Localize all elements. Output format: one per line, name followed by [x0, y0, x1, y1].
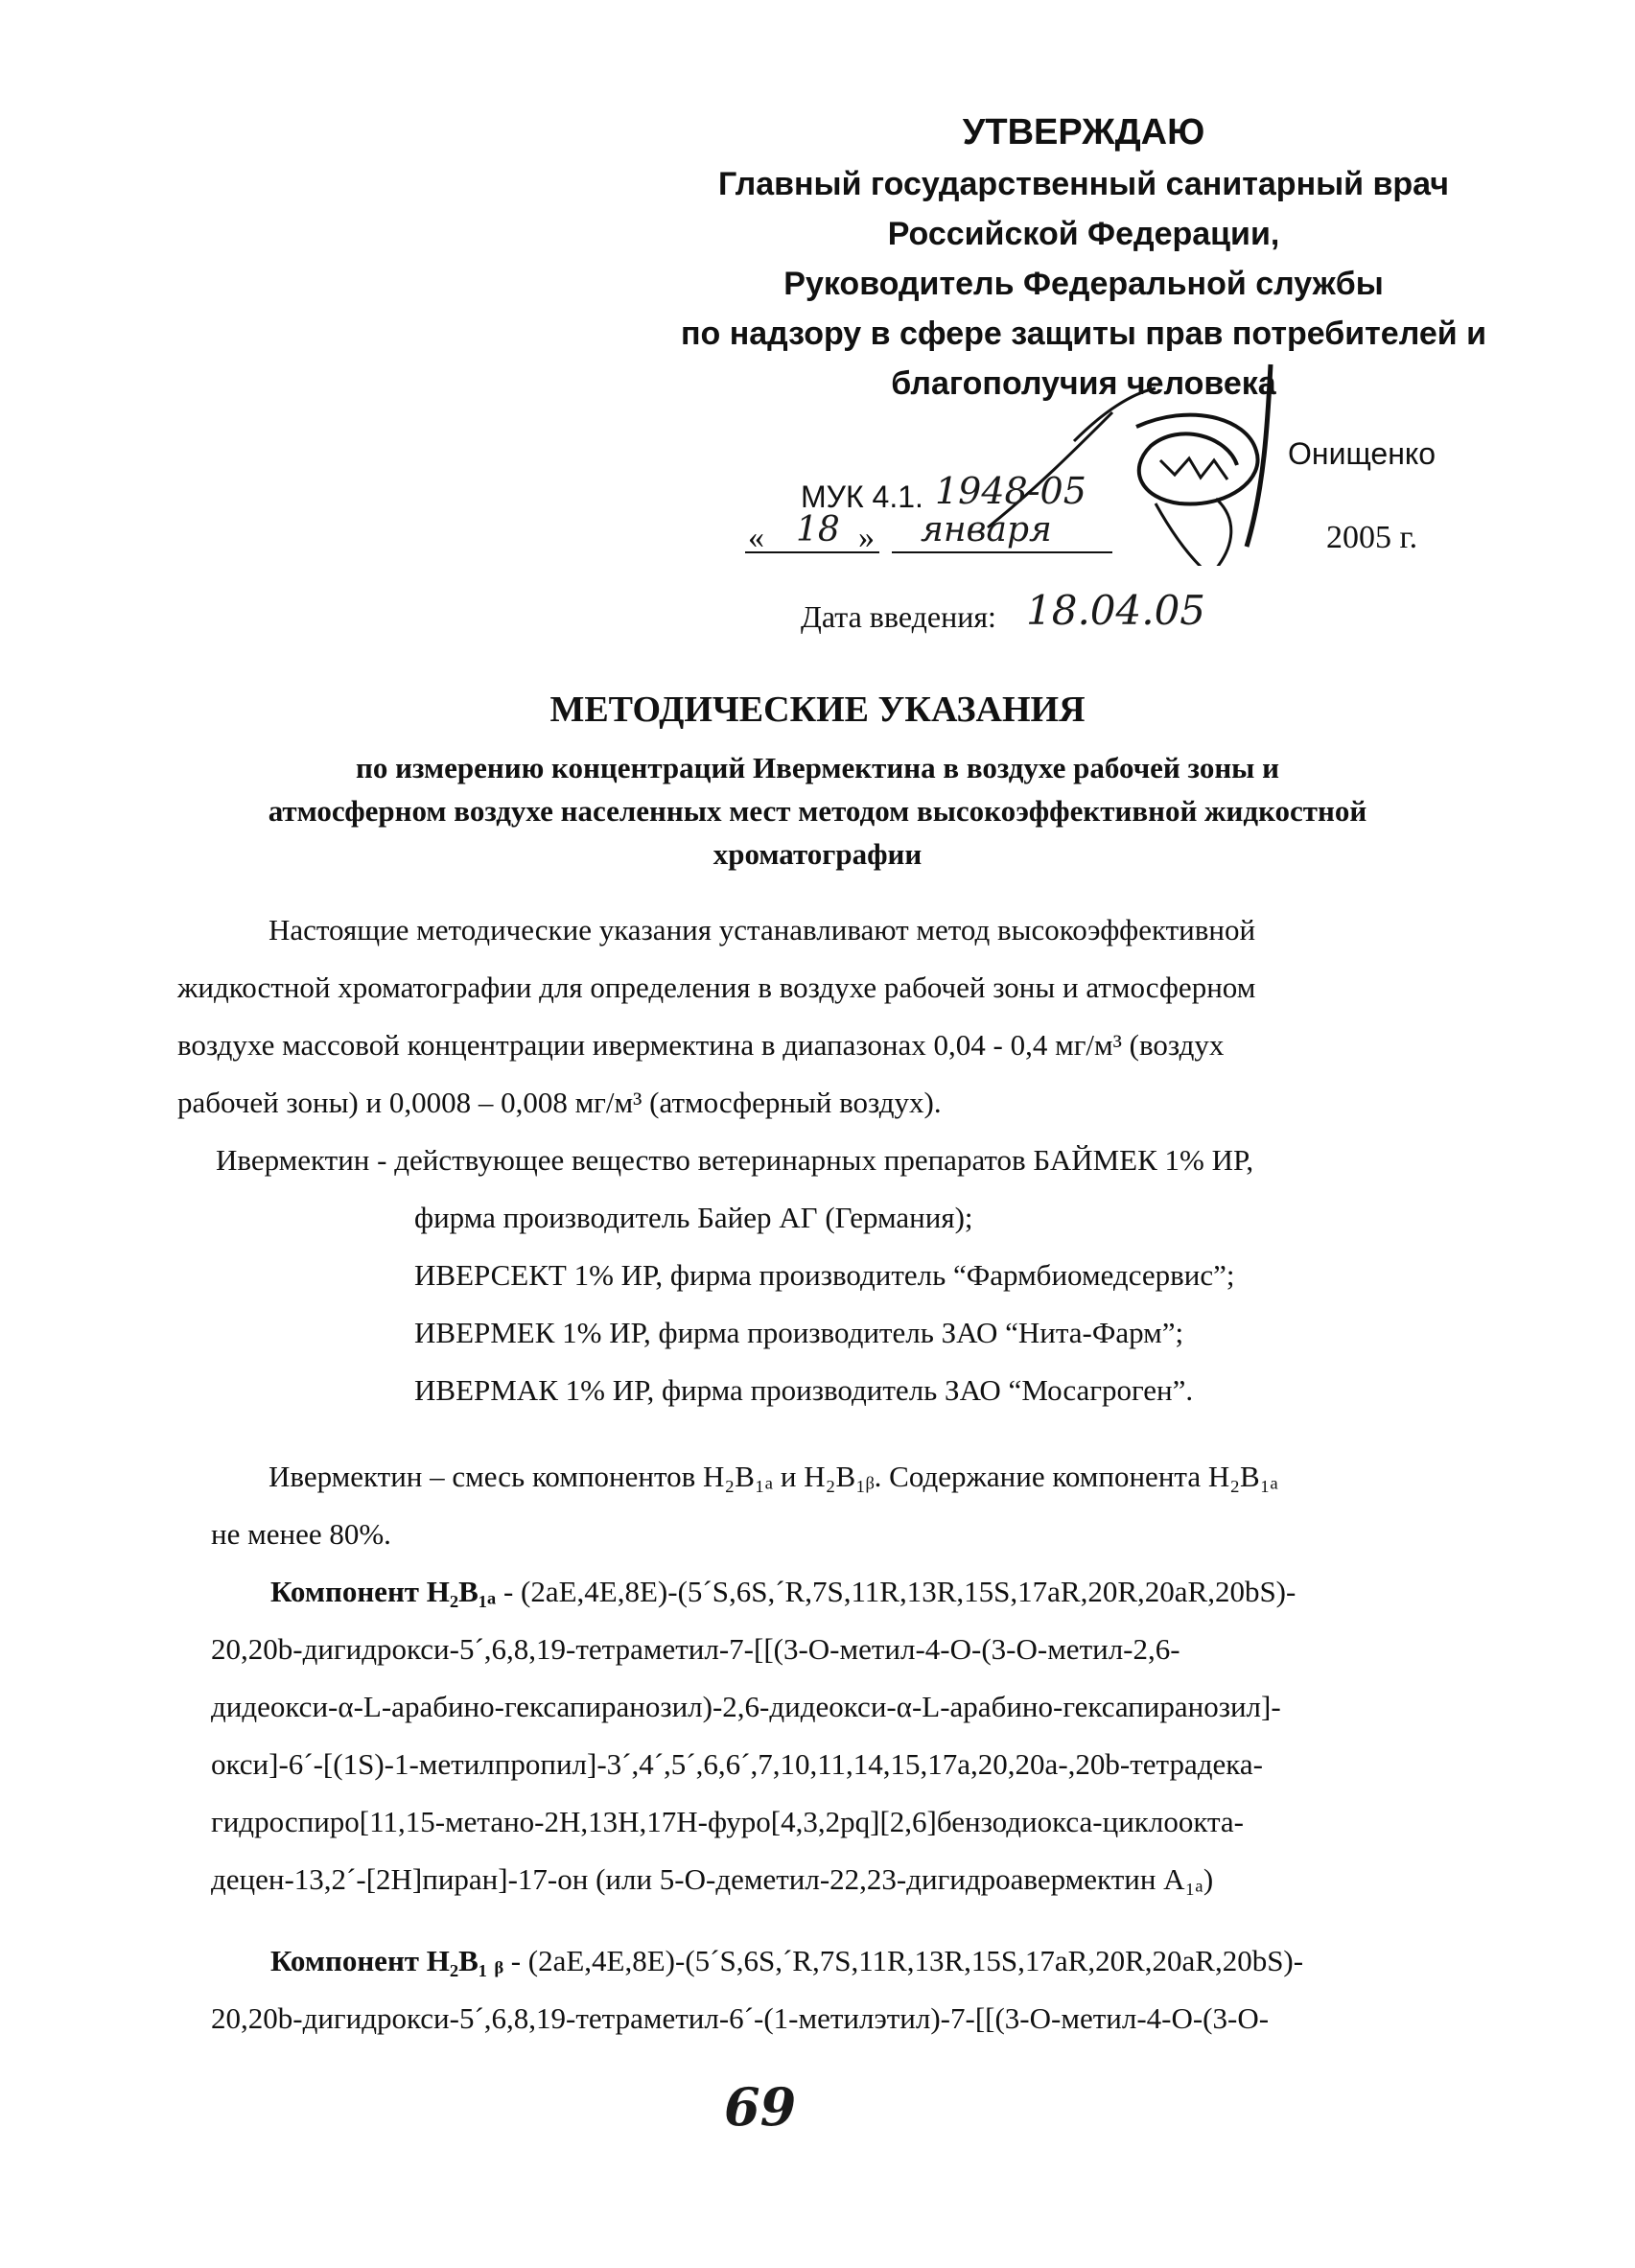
component-a-paragraph — [211, 1563, 1458, 1908]
drugs-line-2: фирма производитель Байер АГ (Германия); — [414, 1201, 973, 1234]
mixture-line-2: не менее 80%. — [211, 1517, 391, 1551]
component-a-label: Компонент H₂B₁ₐ — [270, 1575, 497, 1608]
intro-line-2: жидкостной хроматографии для определения в воздухе рабочей зоны и атмосферном — [177, 970, 1256, 1004]
component-b-text-1: - (2aE,4E,8E)-(5´S,6S,´R,7S,11R,13R,15S,17aR,20R,20aR,20bS)- — [502, 1944, 1304, 1977]
component-a-line-3: дидеокси-α-L-арабино-гексапиранозил)-2,6-дидеокси-α-L-арабино-гексапиранозил]- — [211, 1690, 1281, 1723]
drugs-line-5: ИВЕРМАК 1% ИР, фирма производитель ЗАО “Мосагроген”. — [414, 1373, 1194, 1407]
date-year: 2005 г. — [1326, 520, 1418, 555]
document-subtitle — [134, 746, 1501, 876]
drugs-line-4: ИВЕРМЕК 1% ИР, фирма производитель ЗАО “Нита-Фарм”; — [414, 1316, 1184, 1349]
date-day-underline — [745, 551, 879, 553]
document-title: МЕТОДИЧЕСКИЕ УКАЗАНИЯ — [549, 690, 1086, 730]
drugs-line-3: ИВЕРСЕКТ 1% ИР, фирма производитель “Фармбиомедсервис”; — [414, 1258, 1235, 1292]
page-number: 69 — [724, 2076, 797, 2138]
date-close-quote: » — [858, 520, 875, 555]
component-a-line-6: децен-13,2´-[2H]пиран]-17-он (или 5-O-деметил-22,23-дигидроавермектин A₁ₐ) — [211, 1862, 1214, 1896]
approval-line-5: благополучия человека — [891, 365, 1276, 402]
component-a-text-1: - (2aE,4E,8E)-(5´S,6S,´R,7S,11R,13R,15S,17aR,20R,20aR,20bS)- — [496, 1575, 1296, 1608]
mixture-paragraph — [211, 1448, 1458, 1563]
registration-code-handwritten: 1948-05 — [935, 470, 1086, 512]
approval-line-3: Руководитель Федеральной службы — [783, 266, 1384, 302]
intro-line-3: воздухе массовой концентрации ивермектина в диапазонах 0,04 - 0,4 мг/м³ (воздух — [177, 1028, 1225, 1062]
drugs-line-1: Ивермектин - действующее вещество ветеринарных препаратов БАЙМЕК 1% ИР, — [216, 1143, 1254, 1177]
approval-line-4: по надзору в сфере защиты прав потребителей и — [680, 316, 1487, 352]
registration-code-prefix: МУК 4.1. — [801, 479, 923, 514]
approval-signer: Онищенко — [1288, 436, 1436, 471]
component-b-paragraph — [211, 1932, 1458, 2047]
mixture-line-1: Ивермектин – смесь компонентов H₂B₁ₐ и H₂B₁ᵦ. Содержание компонента H₂B₁ₐ — [269, 1460, 1279, 1493]
date-day: 18 — [796, 510, 840, 549]
intro-line-4: рабочей зоны) и 0,0008 – 0,008 мг/м³ (атмосферный воздух). — [177, 1086, 942, 1119]
date-month: января — [921, 510, 1052, 549]
component-a-line-1 — [211, 1563, 1458, 1621]
approval-line-1: Главный государственный санитарный врач — [718, 166, 1449, 202]
date-month-underline — [892, 551, 1112, 553]
intro-date-label: Дата введения: — [801, 599, 996, 634]
date-open-quote: « — [748, 520, 764, 555]
drugs-paragraph — [216, 1132, 1462, 1419]
approval-heading: УТВЕРЖДАЮ — [962, 112, 1205, 152]
subtitle-line-3: хроматографии — [712, 837, 923, 871]
intro-line-1: Настоящие методические указания устанавливают метод высокоэффективной — [269, 913, 1256, 947]
intro-date-value: 18.04.05 — [1026, 587, 1206, 634]
component-b-label: Компонент H₂B₁ ᵦ — [270, 1944, 503, 1977]
component-b-line-1 — [211, 1932, 1458, 1990]
component-b-line-2: 20,20b-дигидрокси-5´,6,8,19-тетраметил-6´-(1-метилэтил)-7-[[(3-O-метил-4-O-(3-O- — [211, 2001, 1270, 2035]
subtitle-line-2: атмосферном воздухе населенных мест методом высокоэффективной жидкостной — [268, 794, 1367, 828]
component-a-line-5: гидроспиро[11,15-метано-2H,13H,17H-фуро[4,3,2pq][2,6]бензодиокса-циклоокта- — [211, 1805, 1244, 1838]
component-a-line-2: 20,20b-дигидрокси-5´,6,8,19-тетраметил-7-[[(3-O-метил-4-O-(3-O-метил-2,6- — [211, 1632, 1180, 1666]
intro-paragraph — [177, 901, 1443, 1132]
approval-line-2: Российской Федерации, — [887, 216, 1280, 252]
component-a-line-4: окси]-6´-[(1S)-1-метилпропил]-3´,4´,5´,6,6´,7,10,11,14,15,17a,20,20a-,20b-тетрадека- — [211, 1747, 1263, 1781]
subtitle-line-1: по измерению концентраций Ивермектина в воздухе рабочей зоны и — [356, 751, 1279, 784]
